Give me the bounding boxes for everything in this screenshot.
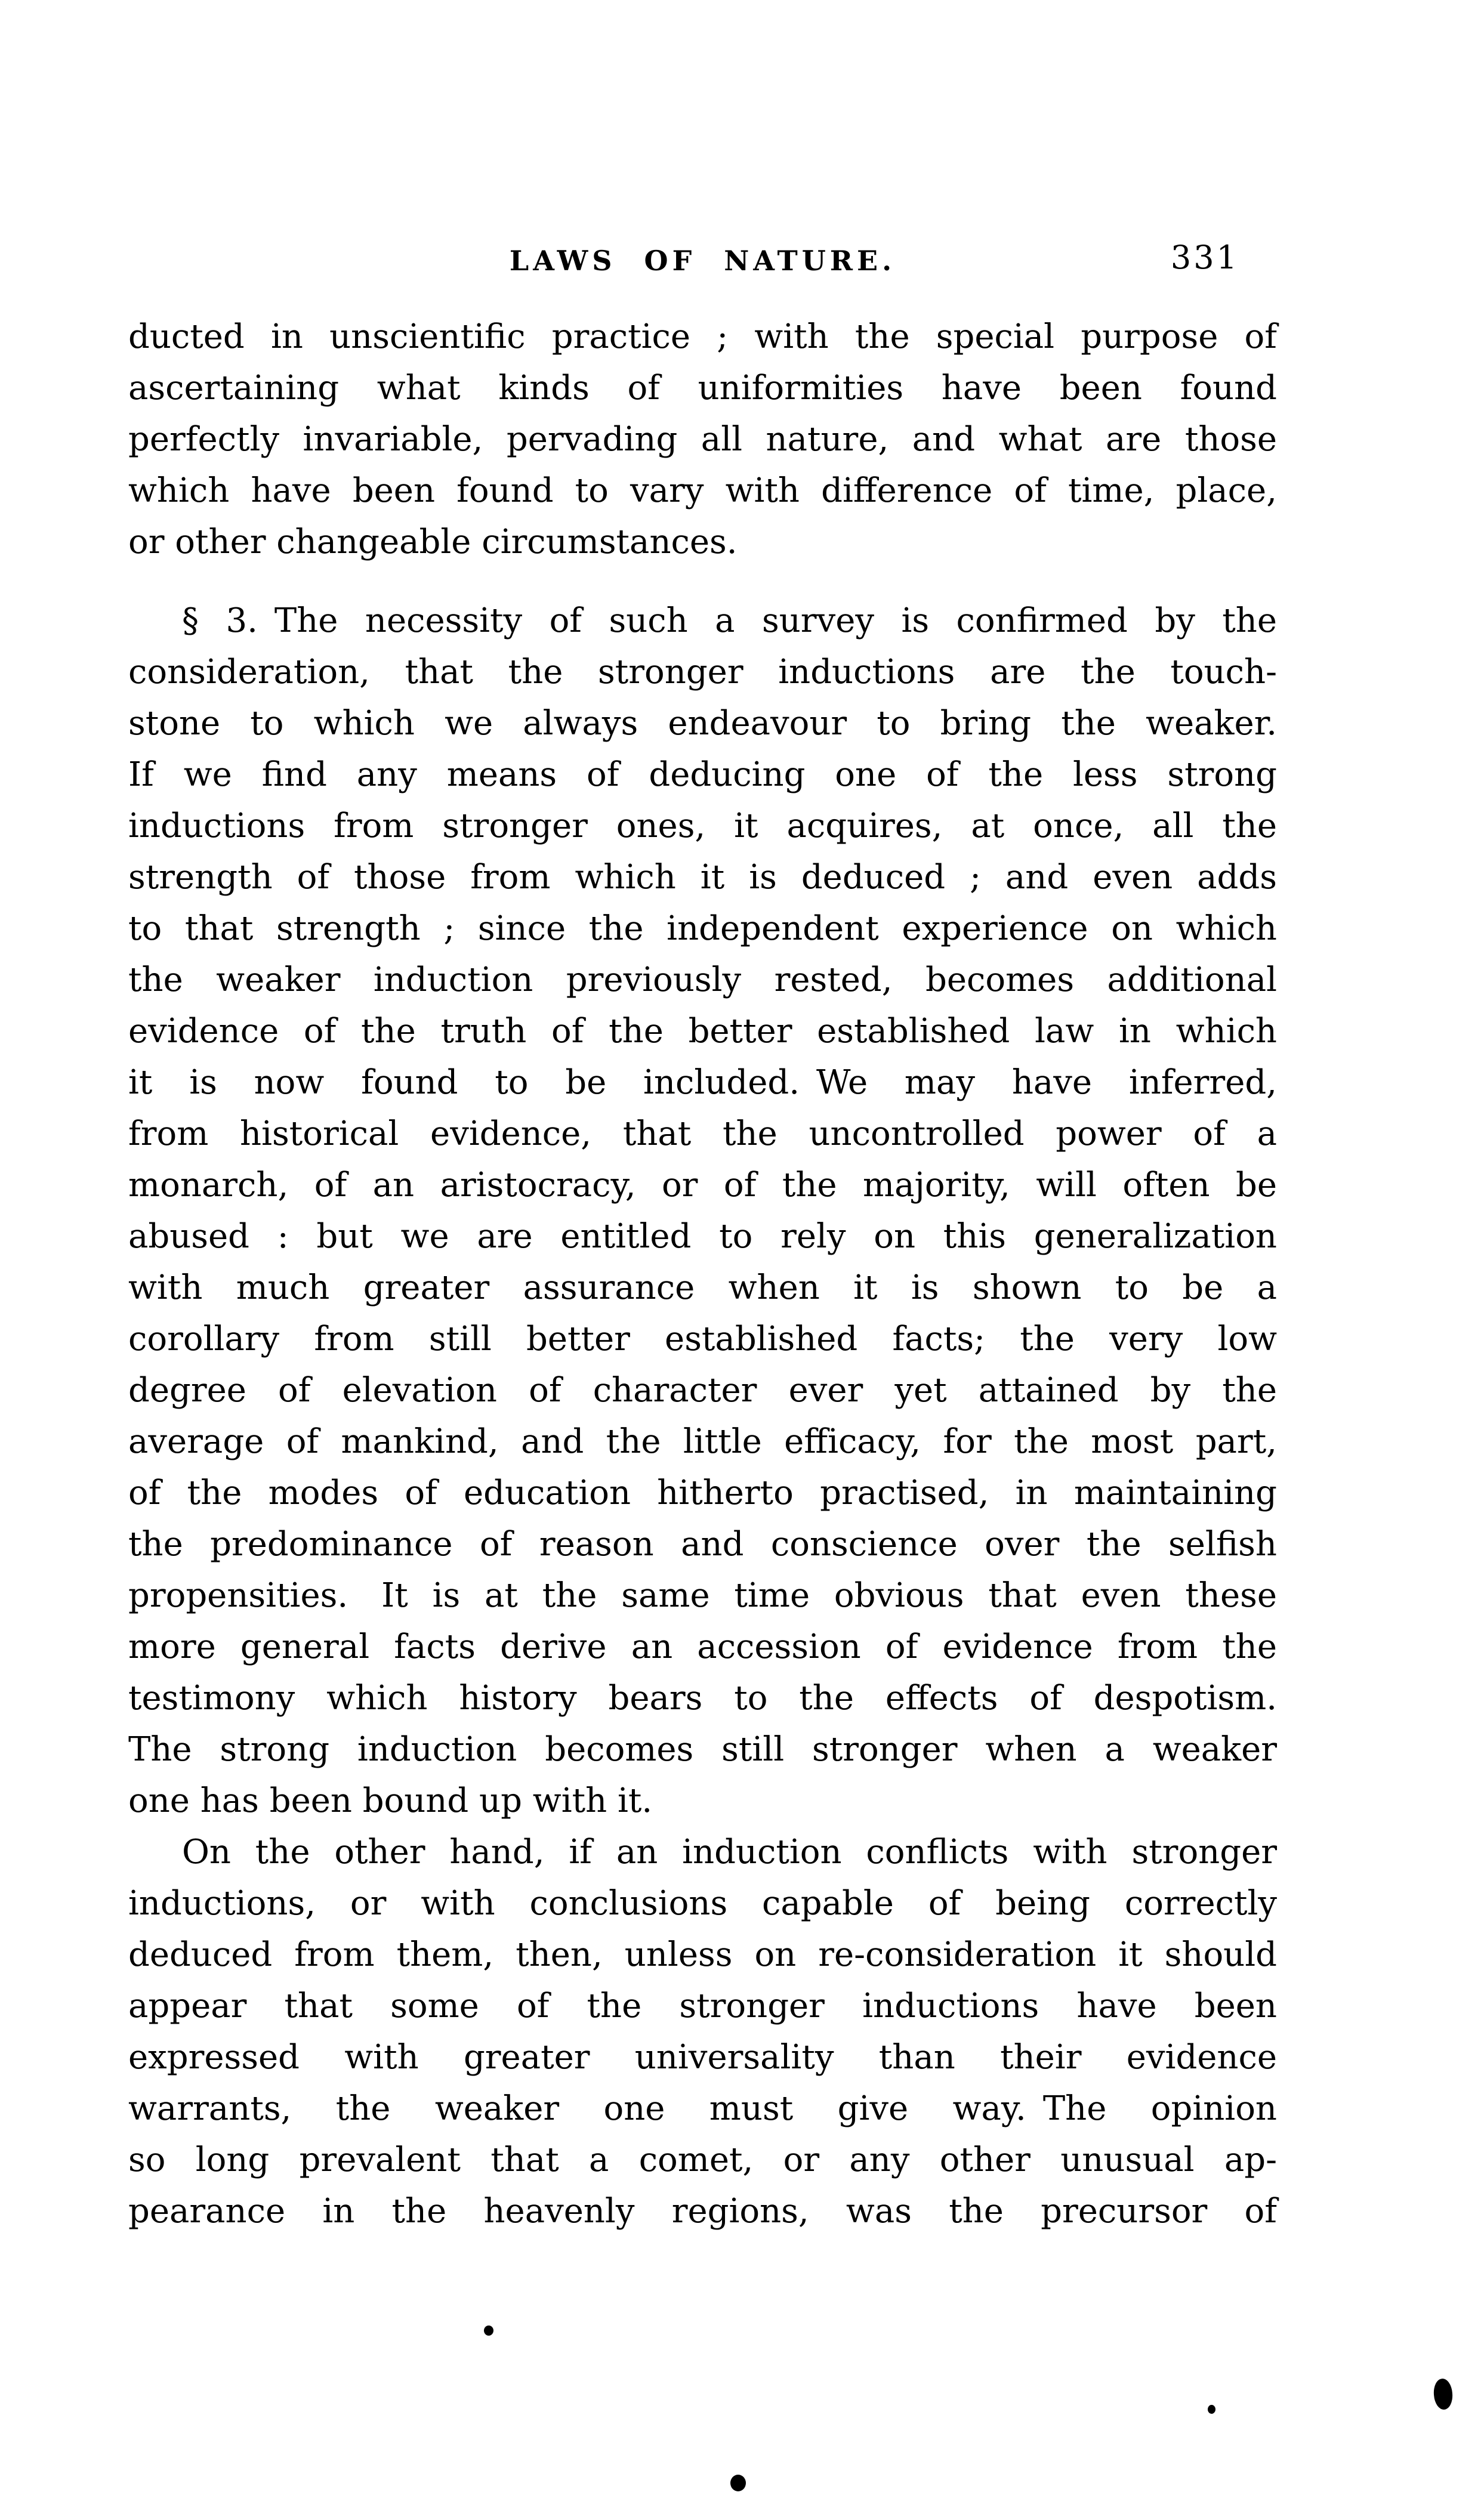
text-line: so long prevalent that a comet, or any other unusual ap- xyxy=(128,2141,1277,2179)
text-line: the predominance of reason and conscience over the selfish xyxy=(128,1525,1277,1564)
text-line: which have been found to vary with difference of time, place, xyxy=(128,471,1277,510)
text-line: expressed with greater universality than their evidence xyxy=(128,2038,1277,2077)
text-line: If we find any means of deducing one of the less strong xyxy=(128,755,1277,794)
text-line: strength of those from which it is deduced ; and even adds xyxy=(128,858,1277,897)
text-line: stone to which we always endeavour to bring the weaker. xyxy=(128,704,1277,743)
ink-speck xyxy=(1208,2405,1215,2414)
page-number: 331 xyxy=(1170,239,1239,276)
text-line: warrants, the weaker one must give way. The opinion xyxy=(128,2089,1277,2128)
text-line: The strong induction becomes still stronger when a weaker xyxy=(128,1730,1277,1769)
ink-speck xyxy=(1433,2378,1454,2410)
text-line: On the other hand, if an induction conflicts with stronger xyxy=(182,1833,1277,1872)
text-line: more general facts derive an accession of evidence from the xyxy=(128,1628,1277,1666)
text-line: pearance in the heavenly regions, was the precursor of xyxy=(128,2192,1277,2231)
text-line: testimony which history bears to the effects of despotism. xyxy=(128,1679,1277,1718)
text-line: to that strength ; since the independent experience on which xyxy=(128,909,1277,948)
text-line: degree of elevation of character ever yet attained by the xyxy=(128,1371,1277,1410)
text-line: inductions, or with conclusions capable of being correctly xyxy=(128,1884,1277,1923)
text-line: it is now found to be included. We may have inferred, xyxy=(128,1063,1277,1102)
text-line: monarch, of an aristocracy, or of the majority, will often be xyxy=(128,1166,1277,1205)
text-line: abused : but we are entitled to rely on this generalization xyxy=(128,1217,1277,1256)
text-line: from historical evidence, that the uncontrolled power of a xyxy=(128,1114,1277,1153)
text-line: § 3. The necessity of such a survey is confirmed by the xyxy=(182,601,1277,640)
text-line: or other changeable circumstances. xyxy=(128,523,738,561)
text-line: average of mankind, and the little efficacy, for the most part, xyxy=(128,1422,1277,1461)
text-line: appear that some of the stronger inductions have been xyxy=(128,1987,1277,2025)
body-text xyxy=(128,311,1277,2237)
text-line: of the modes of education hitherto practised, in maintaining xyxy=(128,1474,1277,1512)
ink-speck xyxy=(730,2475,746,2491)
text-line: consideration, that the stronger inductions are the touch- xyxy=(128,653,1277,691)
text-line: one has been bound up with it. xyxy=(128,1781,653,1820)
text-line: ducted in unscientific practice ; with the special purpose of xyxy=(128,317,1277,356)
text-line: propensities. It is at the same time obvious that even these xyxy=(128,1576,1277,1615)
text-line: ascertaining what kinds of uniformities have been found xyxy=(128,369,1277,407)
text-line: inductions from stronger ones, it acquires, at once, all the xyxy=(128,807,1277,845)
text-line: deduced from them, then, unless on re-consideration it should xyxy=(128,1935,1277,1974)
text-line: with much greater assurance when it is shown to be a xyxy=(128,1268,1277,1307)
text-line: the weaker induction previously rested, becomes additional xyxy=(128,961,1277,999)
running-header-title: LAWS OF NATURE. xyxy=(509,245,896,277)
text-line: perfectly invariable, pervading all nature, and what are those xyxy=(128,420,1277,459)
text-line: corollary from still better established facts; the very low xyxy=(128,1320,1277,1358)
text-line: evidence of the truth of the better established law in which xyxy=(128,1012,1277,1051)
ink-speck xyxy=(484,2326,493,2336)
